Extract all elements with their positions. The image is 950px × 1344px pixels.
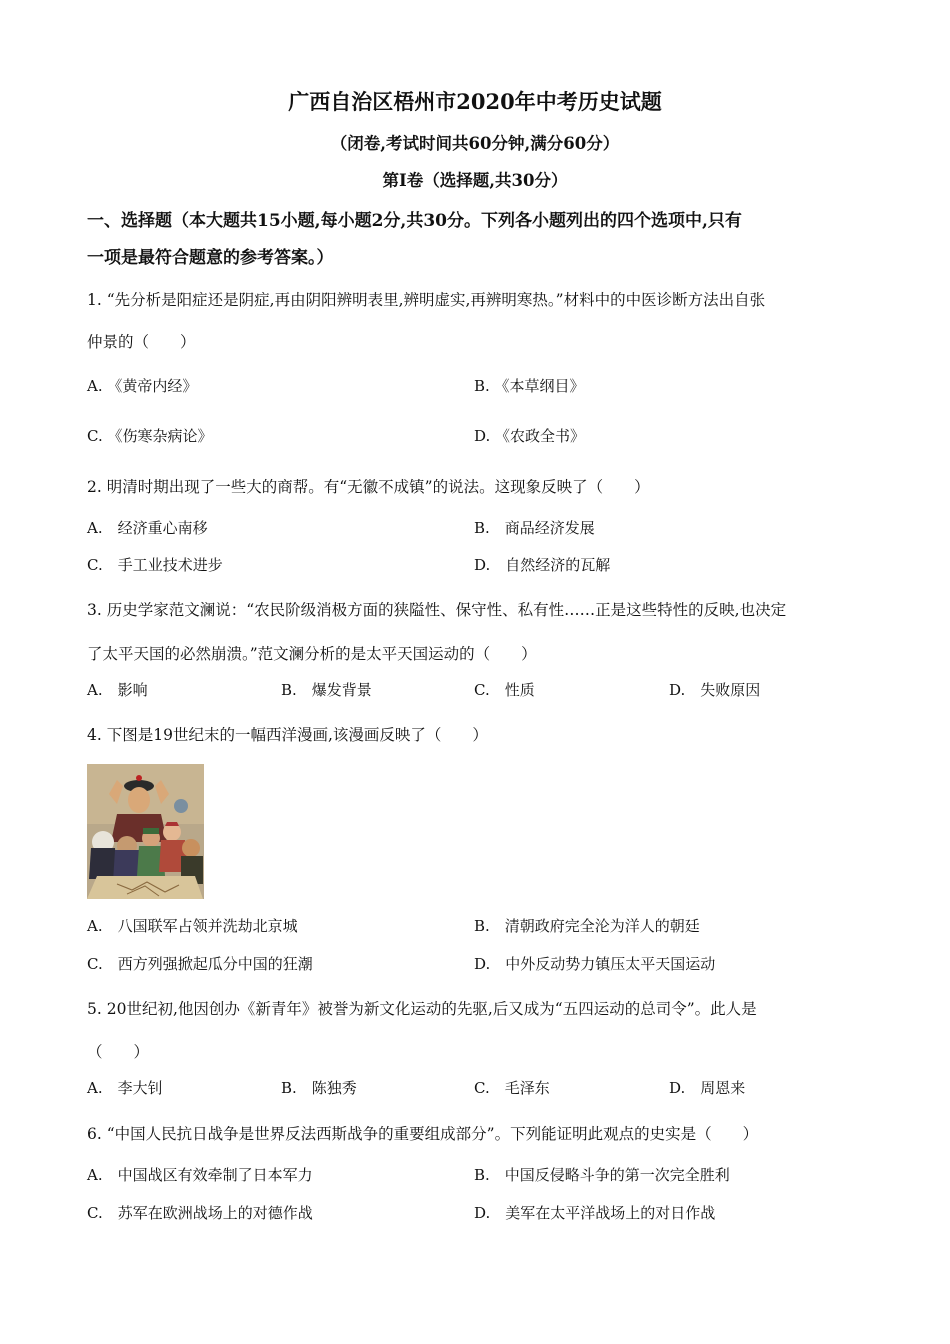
q3-option-d: D. 失败原因 <box>669 681 761 699</box>
q1-option-d: D. 《农政全书》 <box>474 427 586 445</box>
q4-option-b: B. 清朝政府完全沦为洋人的朝廷 <box>474 917 700 935</box>
q2-option-d: D. 自然经济的瓦解 <box>474 556 611 574</box>
q5-option-c: C. 毛泽东 <box>474 1079 550 1097</box>
q3-option-b: B. 爆发背景 <box>281 681 372 699</box>
q5-option-b: B. 陈独秀 <box>281 1079 357 1097</box>
section-heading: 第Ⅰ卷（选择题,共30分） <box>382 171 568 190</box>
question-1-text-cont: 仲景的（ ） <box>87 333 196 351</box>
question-2-text: 2. 明清时期出现了一些大的商帮。有“无徽不成镇”的说法。这现象反映了（ ） <box>87 478 650 496</box>
political-cartoon-image <box>87 764 204 899</box>
q4-option-c: C. 西方列强掀起瓜分中国的狂潮 <box>87 955 313 973</box>
q2-option-b: B. 商品经济发展 <box>474 519 595 537</box>
q1-option-c: C. 《伤寒杂病论》 <box>87 427 213 445</box>
q3-option-a: A. 影响 <box>87 681 148 699</box>
q5-option-a: A. 李大钊 <box>87 1079 163 1097</box>
q2-option-c: C. 手工业技术进步 <box>87 556 223 574</box>
question-4-text: 4. 下图是19世纪末的一幅西洋漫画,该漫画反映了（ ） <box>87 726 488 744</box>
question-3-text-cont: 了太平天国的必然崩溃。”范文澜分析的是太平天国运动的（ ） <box>87 645 537 663</box>
q4-option-d: D. 中外反动势力镇压太平天国运动 <box>474 955 716 973</box>
q6-option-c: C. 苏军在欧洲战场上的对德作战 <box>87 1204 313 1222</box>
instructions-line-2: 一项是最符合题意的参考答案。） <box>87 248 334 268</box>
question-1-text: 1. “先分析是阳症还是阴症,再由阴阳辨明表里,辨明虚实,再辨明寒热。”材料中的中医诊断方法出自张 <box>87 291 766 309</box>
q6-option-a: A. 中国战区有效牵制了日本军力 <box>87 1166 313 1184</box>
question-5-text-cont: （ ） <box>87 1043 150 1061</box>
exam-info: （闭卷,考试时间共60分钟,满分60分） <box>330 134 620 153</box>
q6-option-d: D. 美军在太平洋战场上的对日作战 <box>474 1204 716 1222</box>
q2-option-a: A. 经济重心南移 <box>87 519 208 537</box>
instructions-line-1: 一、选择题（本大题共15小题,每小题2分,共30分。下列各小题列出的四个选项中,只有 <box>87 211 742 231</box>
question-5-text: 5. 20世纪初,他因创办《新青年》被誉为新文化运动的先驱,后又成为“五四运动的总司令”。此人是 <box>87 1000 757 1018</box>
q4-option-a: A. 八国联军占领并洗劫北京城 <box>87 917 298 935</box>
page-title: 广西自治区梧州市2020年中考历史试题 <box>288 89 662 114</box>
q6-option-b: B. 中国反侵略斗争的第一次完全胜利 <box>474 1166 730 1184</box>
q5-option-d: D. 周恩来 <box>669 1079 746 1097</box>
question-6-text: 6. “中国人民抗日战争是世界反法西斯战争的重要组成部分”。下列能证明此观点的史实是（ ） <box>87 1125 759 1143</box>
q3-option-c: C. 性质 <box>474 681 535 699</box>
q1-option-b: B. 《本草纲目》 <box>474 377 585 395</box>
q1-option-a: A. 《黄帝内经》 <box>87 377 198 395</box>
question-3-text: 3. 历史学家范文澜说：“农民阶级消极方面的狭隘性、保守性、私有性……正是这些特性的反映,也决定 <box>87 601 787 619</box>
